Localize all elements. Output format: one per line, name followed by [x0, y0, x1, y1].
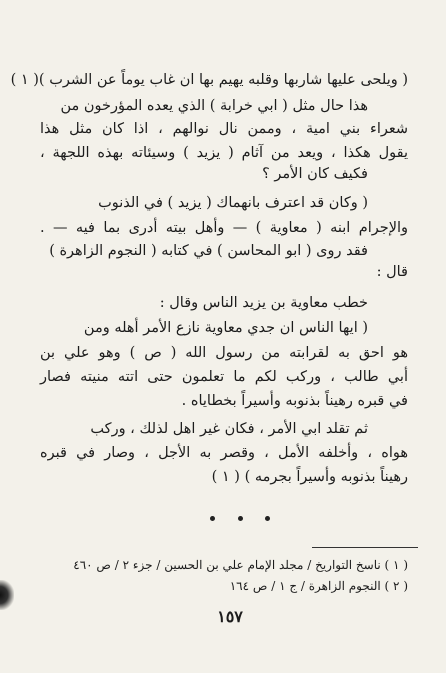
- footnote-1: ( ١ ) ناسخ التواريخ / مجلد الإمام علي بن الحسين / جزء ٢ / ص ٤٦٠: [73, 558, 408, 572]
- text-line-1: ( ويلحى عليها شاربها وقلبه يهيم بها ان غاب يوماً عن الشرب )( ١ ): [10, 72, 408, 88]
- text-line-8: فقد روى ( ابو المحاسن ) في كتابه ( النجوم الزاهرة ): [49, 243, 368, 259]
- text-line-5: فكيف كان الأمر ؟: [262, 166, 368, 182]
- ink-blot: [0, 580, 14, 610]
- text-line-13: أبي طالب ، وركب لكم ما تعلمون حتى اتته منيته فصار: [40, 369, 408, 385]
- separator-dot: [210, 516, 215, 521]
- text-line-10: خطب معاوية بن يزيد الناس وقال :: [159, 295, 368, 311]
- text-line-6: ( وكان قد اعترف بانهماك ( يزيد ) في الذنوب: [98, 195, 368, 211]
- section-separator: [210, 512, 270, 524]
- separator-dot: [238, 516, 243, 521]
- page-number: ١٥٧: [217, 607, 243, 626]
- text-line-4: يقول هكذا ، ويعد من آثام ( يزيد ) وسيئاته بهذه اللجهة ،: [40, 145, 408, 161]
- text-line-7: والإجرام ابنه ( معاوية ) — وأهل بيته أدرى بما فيه — .: [40, 220, 408, 236]
- footnote-divider: [312, 547, 418, 548]
- text-line-15: ثم تقلد ابي الأمر ، فكان غير اهل لذلك ، وركب: [90, 421, 368, 437]
- text-line-2: هذا حال مثل ( ابي خرابة ) الذي يعده المؤرخون من: [60, 98, 368, 114]
- text-line-16: هواه ، وأخلفه الأمل ، وقصر به الأجل ، وصار في قبره: [40, 445, 408, 461]
- separator-dot: [265, 516, 270, 521]
- text-line-14: في قبره رهيناً بذنوبه وأسيراً بخطاياه .: [181, 393, 408, 409]
- text-line-12: هو احق به لقرابته من رسول الله ( ص ) وهو علي بن: [40, 345, 408, 361]
- text-line-3: شعراء بني امية ، وممن نال نوالهم ، اذا كان مثل هذا: [40, 121, 408, 137]
- text-line-11: ( ايها الناس ان جدي معاوية نازع الأمر أهله ومن: [83, 320, 368, 336]
- text-line-9: قال :: [376, 264, 408, 280]
- text-line-17: رهيناً بذنوبه وأسيراً بجرمه ) ( ١ ): [211, 469, 408, 485]
- footnote-2: ( ٢ ) النجوم الزاهرة / ج ١ / ص ١٦٤: [229, 579, 408, 593]
